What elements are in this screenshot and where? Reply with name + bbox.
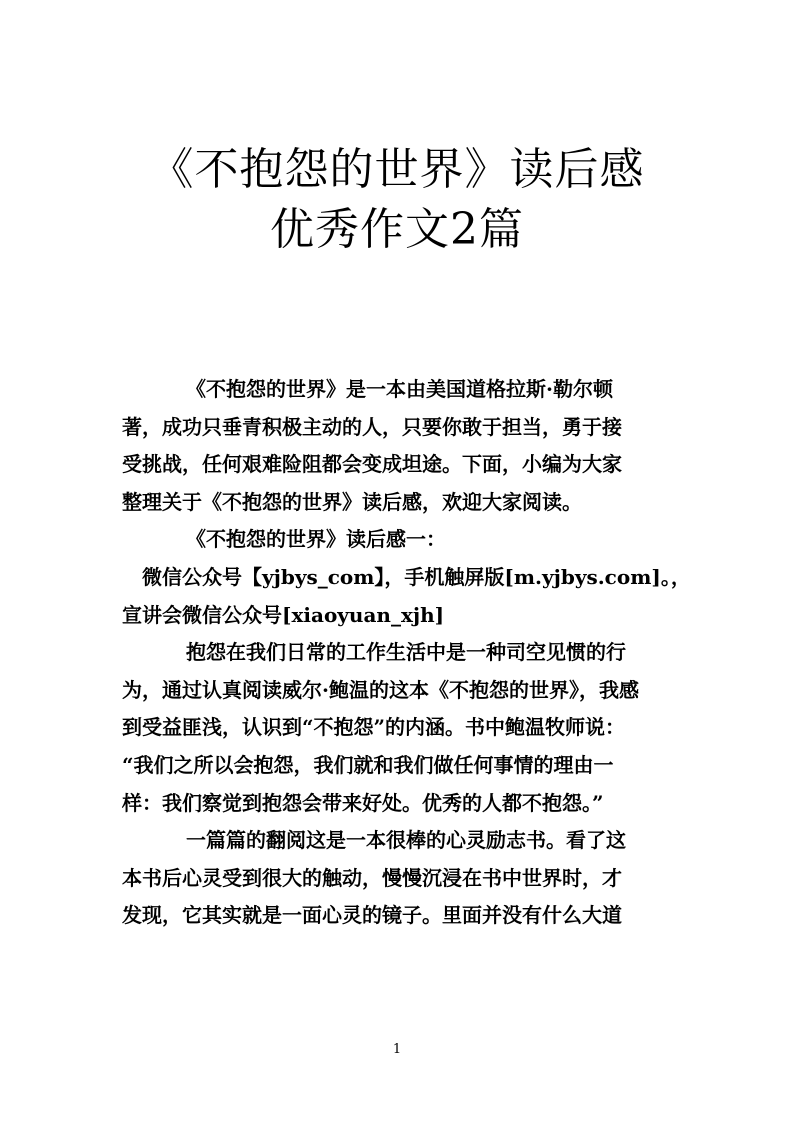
- title-line-1: 《不抱怨的世界》读后感: [149, 144, 645, 195]
- text-line: “我们之所以会抱怨，我们就和我们做任何事情的理由一: [122, 752, 614, 777]
- wechat-account-line: 微信公众号【yjbys_com】，手机触屏版[m.yjbys.com]。，: [142, 564, 691, 589]
- body-paragraph-2: [122, 822, 670, 935]
- text-line: 抱怨在我们日常的工作生活中是一种司空见惯的行: [186, 640, 626, 665]
- text-line: 受挑战，任何艰难险阻都会变成坦途。下面，小编为大家: [122, 452, 622, 477]
- text-line: 整理关于《不抱怨的世界》读后感，欢迎大家阅读。: [122, 489, 582, 514]
- text-line: 为，通过认真阅读威尔·鲍温的这本《不抱怨的世界》，我感: [122, 677, 639, 702]
- section-heading-text: 《不抱怨的世界》读后感一：: [186, 527, 446, 552]
- document-body: [122, 371, 691, 935]
- intro-paragraph: [122, 371, 670, 521]
- text-line: 样：我们察觉到抱怨会带来好处。优秀的人都不抱怨。”: [122, 790, 604, 815]
- text-line: 一篇篇的翻阅这是一本很棒的心灵励志书。看了这: [186, 828, 626, 853]
- title-line-2: 优秀作文2篇: [270, 204, 524, 255]
- text-line: 著，成功只垂青积极主动的人，只要你敢于担当，勇于接: [122, 414, 622, 439]
- body-paragraph-1: [122, 634, 670, 822]
- document-title: [0, 140, 794, 260]
- text-line: 本书后心灵受到很大的触动，慢慢沉浸在书中世界时，才: [122, 865, 622, 890]
- text-line: 《不抱怨的世界》是一本由美国道格拉斯·勒尔顿: [186, 377, 613, 401]
- text-line: 发现，它其实就是一面心灵的镜子。里面并没有什么大道: [122, 903, 622, 928]
- wechat-xjh-line: 宣讲会微信公众号[xiaoyuan_xjh]: [122, 602, 445, 627]
- page-number: 1: [392, 1042, 402, 1057]
- section-heading: [122, 521, 670, 559]
- text-line: 到受益匪浅，认识到“不抱怨”的内涵。书中鲍温牧师说：: [122, 715, 626, 740]
- wechat-info: [122, 559, 691, 634]
